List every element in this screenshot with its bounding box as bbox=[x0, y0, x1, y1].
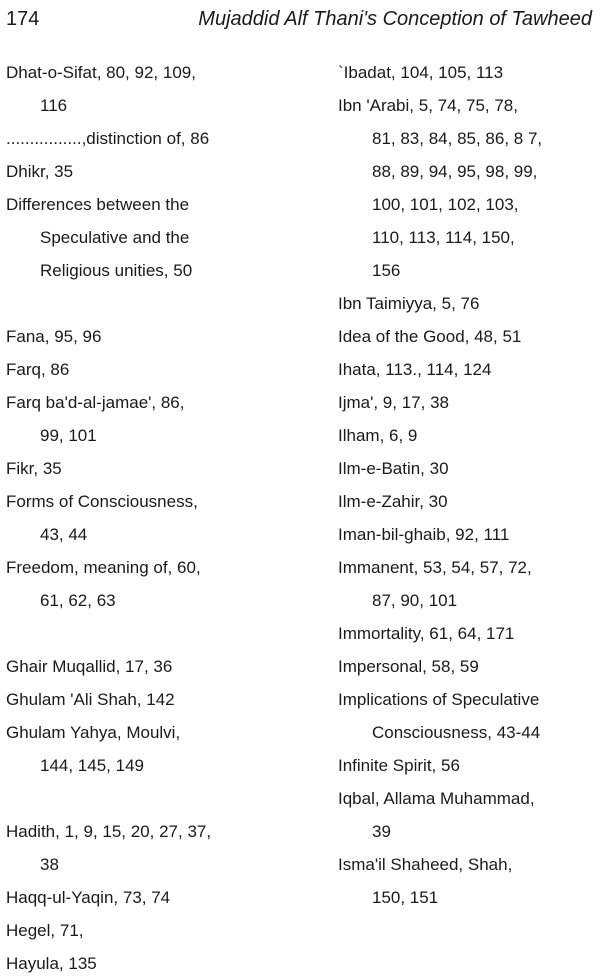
index-entry-line: Idea of the Good, 48, 51 bbox=[338, 327, 522, 346]
index-entry bbox=[6, 881, 274, 914]
index-entry-line: Infinite Spirit, 56 bbox=[338, 756, 460, 775]
index-entry bbox=[338, 782, 596, 848]
index-entry-line: Ihata, 113., 114, 124 bbox=[338, 360, 492, 379]
index-entry-line: Hayula, 135 bbox=[6, 954, 97, 973]
index-entry-continuation: 116 bbox=[40, 96, 68, 115]
index-entry bbox=[6, 188, 274, 287]
index-entry-continuation: 81, 83, 84, 85, 86, 8 7, bbox=[372, 129, 543, 148]
index-entry-continuation: 100, 101, 102, 103, bbox=[372, 195, 519, 214]
running-title: Mujaddid Alf Thani's Conception of Tawheed bbox=[198, 8, 592, 30]
index-entry bbox=[338, 848, 596, 914]
index-entry bbox=[6, 320, 274, 353]
index-entry-continuation: 87, 90, 101 bbox=[372, 591, 458, 610]
index-entry bbox=[338, 89, 596, 287]
index-entry-continuation: 61, 62, 63 bbox=[40, 591, 116, 610]
index-entry-line: Ilham, 6, 9 bbox=[338, 426, 418, 445]
index-entry-line: Iqbal, Allama Muhammad, bbox=[338, 789, 535, 808]
index-entry-continuation: Religious unities, 50 bbox=[40, 261, 193, 280]
index-entry-line: Forms of Consciousness, bbox=[6, 492, 198, 511]
index-entry-continuation: 144, 145, 149 bbox=[40, 756, 144, 775]
index-column-right bbox=[338, 56, 596, 914]
index-entry-continuation: Speculative and the bbox=[40, 228, 190, 247]
letter-group-gap bbox=[6, 617, 274, 650]
index-entry-continuation: 38 bbox=[40, 855, 59, 874]
index-entry-line: Immortality, 61, 64, 171 bbox=[338, 624, 515, 643]
index-entry bbox=[6, 914, 274, 947]
index-entry bbox=[338, 485, 596, 518]
index-entry bbox=[6, 947, 274, 980]
index-entry-line: Farq, 86 bbox=[6, 360, 70, 379]
index-entry-line: Ghulam 'Ali Shah, 142 bbox=[6, 690, 175, 709]
index-entry-line: Fana, 95, 96 bbox=[6, 327, 102, 346]
index-entry bbox=[338, 320, 596, 353]
index-entry bbox=[338, 419, 596, 452]
index-entry bbox=[338, 386, 596, 419]
index-entry-line: Isma'il Shaheed, Shah, bbox=[338, 855, 513, 874]
index-entry bbox=[6, 485, 274, 551]
index-entry-continuation: Consciousness, 43-44 bbox=[372, 723, 541, 742]
index-entry-line: Ibn Taimiyya, 5, 76 bbox=[338, 294, 480, 313]
index-entry-line: Hegel, 71, bbox=[6, 921, 84, 940]
index-entry bbox=[6, 452, 274, 485]
letter-group-gap bbox=[6, 287, 274, 320]
index-entry-line: Ilm-e-Batin, 30 bbox=[338, 459, 449, 478]
index-entry bbox=[6, 683, 274, 716]
index-entry-line: Haqq-ul-Yaqin, 73, 74 bbox=[6, 888, 171, 907]
index-entry-line: Fikr, 35 bbox=[6, 459, 62, 478]
index-entry bbox=[338, 749, 596, 782]
index-entry-line: Farq ba'd-al-jamae', 86, bbox=[6, 393, 185, 412]
index-entry-line: Ghair Muqallid, 17, 36 bbox=[6, 657, 173, 676]
index-entry bbox=[338, 617, 596, 650]
index-entry-continuation: 110, 113, 114, 150, bbox=[372, 228, 515, 247]
index-entry bbox=[338, 287, 596, 320]
index-entry-continuation: 99, 101 bbox=[40, 426, 97, 445]
index-entry bbox=[338, 551, 596, 617]
index-entry bbox=[6, 353, 274, 386]
index-entry bbox=[338, 56, 596, 89]
index-entry-line: Ibn 'Arabi, 5, 74, 75, 78, bbox=[338, 96, 518, 115]
index-entry bbox=[6, 56, 274, 122]
page-header bbox=[6, 6, 592, 36]
index-entry-line: Impersonal, 58, 59 bbox=[338, 657, 479, 676]
index-entry bbox=[338, 353, 596, 386]
index-entry-line: Dhat-o-Sifat, 80, 92, 109, bbox=[6, 63, 196, 82]
index-entry bbox=[6, 155, 274, 188]
index-column-left bbox=[6, 56, 274, 980]
index-entry bbox=[338, 452, 596, 485]
index-entry bbox=[6, 650, 274, 683]
index-entry-line: Immanent, 53, 54, 57, 72, bbox=[338, 558, 532, 577]
index-entry-line: `Ibadat, 104, 105, 113 bbox=[338, 63, 504, 82]
index-entry-continuation: 39 bbox=[372, 822, 391, 841]
index-entry-line: Ijma', 9, 17, 38 bbox=[338, 393, 449, 412]
index-entry-line: ................,distinction of, 86 bbox=[6, 129, 210, 148]
index-entry-line: Dhikr, 35 bbox=[6, 162, 74, 181]
index-entry bbox=[6, 551, 274, 617]
index-entry-continuation: 88, 89, 94, 95, 98, 99, bbox=[372, 162, 538, 181]
index-entry-line: Freedom, meaning of, 60, bbox=[6, 558, 201, 577]
index-entry bbox=[6, 122, 274, 155]
index-entry bbox=[338, 683, 596, 749]
index-entry-line: Implications of Speculative bbox=[338, 690, 540, 709]
index-entry-line: Hadith, 1, 9, 15, 20, 27, 37, bbox=[6, 822, 212, 841]
index-entry-line: Differences between the bbox=[6, 195, 190, 214]
index-entry-line: Ghulam Yahya, Moulvi, bbox=[6, 723, 181, 742]
index-entry-line: Iman-bil-ghaib, 92, 111 bbox=[338, 525, 510, 544]
letter-group-gap bbox=[6, 782, 274, 815]
index-entry-continuation: 150, 151 bbox=[372, 888, 439, 907]
index-entry-continuation: 43, 44 bbox=[40, 525, 88, 544]
index-entry bbox=[338, 518, 596, 551]
index-entry-line: Ilm-e-Zahir, 30 bbox=[338, 492, 448, 511]
index-entry bbox=[338, 650, 596, 683]
index-entry bbox=[6, 815, 274, 881]
index-entry-continuation: 156 bbox=[372, 261, 401, 280]
index-entry bbox=[6, 386, 274, 452]
index-entry bbox=[6, 716, 274, 782]
page-number: 174 bbox=[6, 8, 40, 30]
